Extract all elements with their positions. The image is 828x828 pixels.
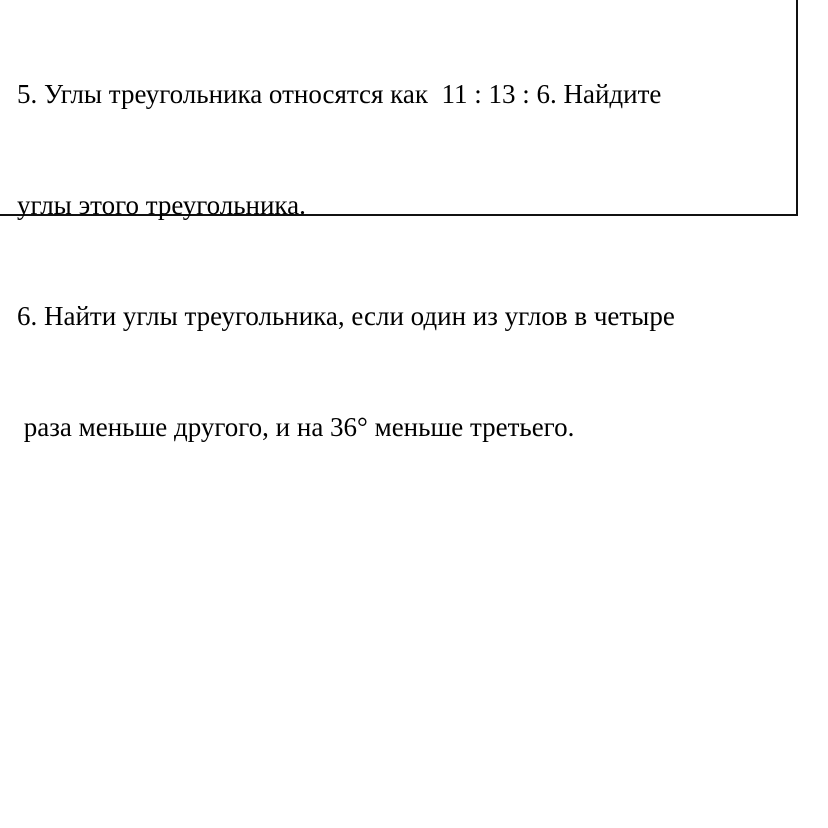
problem-5-line-2: углы этого треугольника.: [17, 190, 306, 220]
problem-6-line-2: раза меньше другого, и на 36° меньше третьего.: [17, 412, 575, 442]
problem-5-line-1: 5. Углы треугольника относятся как 11 : 13 : 6. Найдите: [17, 79, 662, 109]
problem-text: [17, 2, 675, 520]
problem-6-line-1: 6. Найти углы треугольника, если один из углов в четыре: [17, 301, 675, 331]
